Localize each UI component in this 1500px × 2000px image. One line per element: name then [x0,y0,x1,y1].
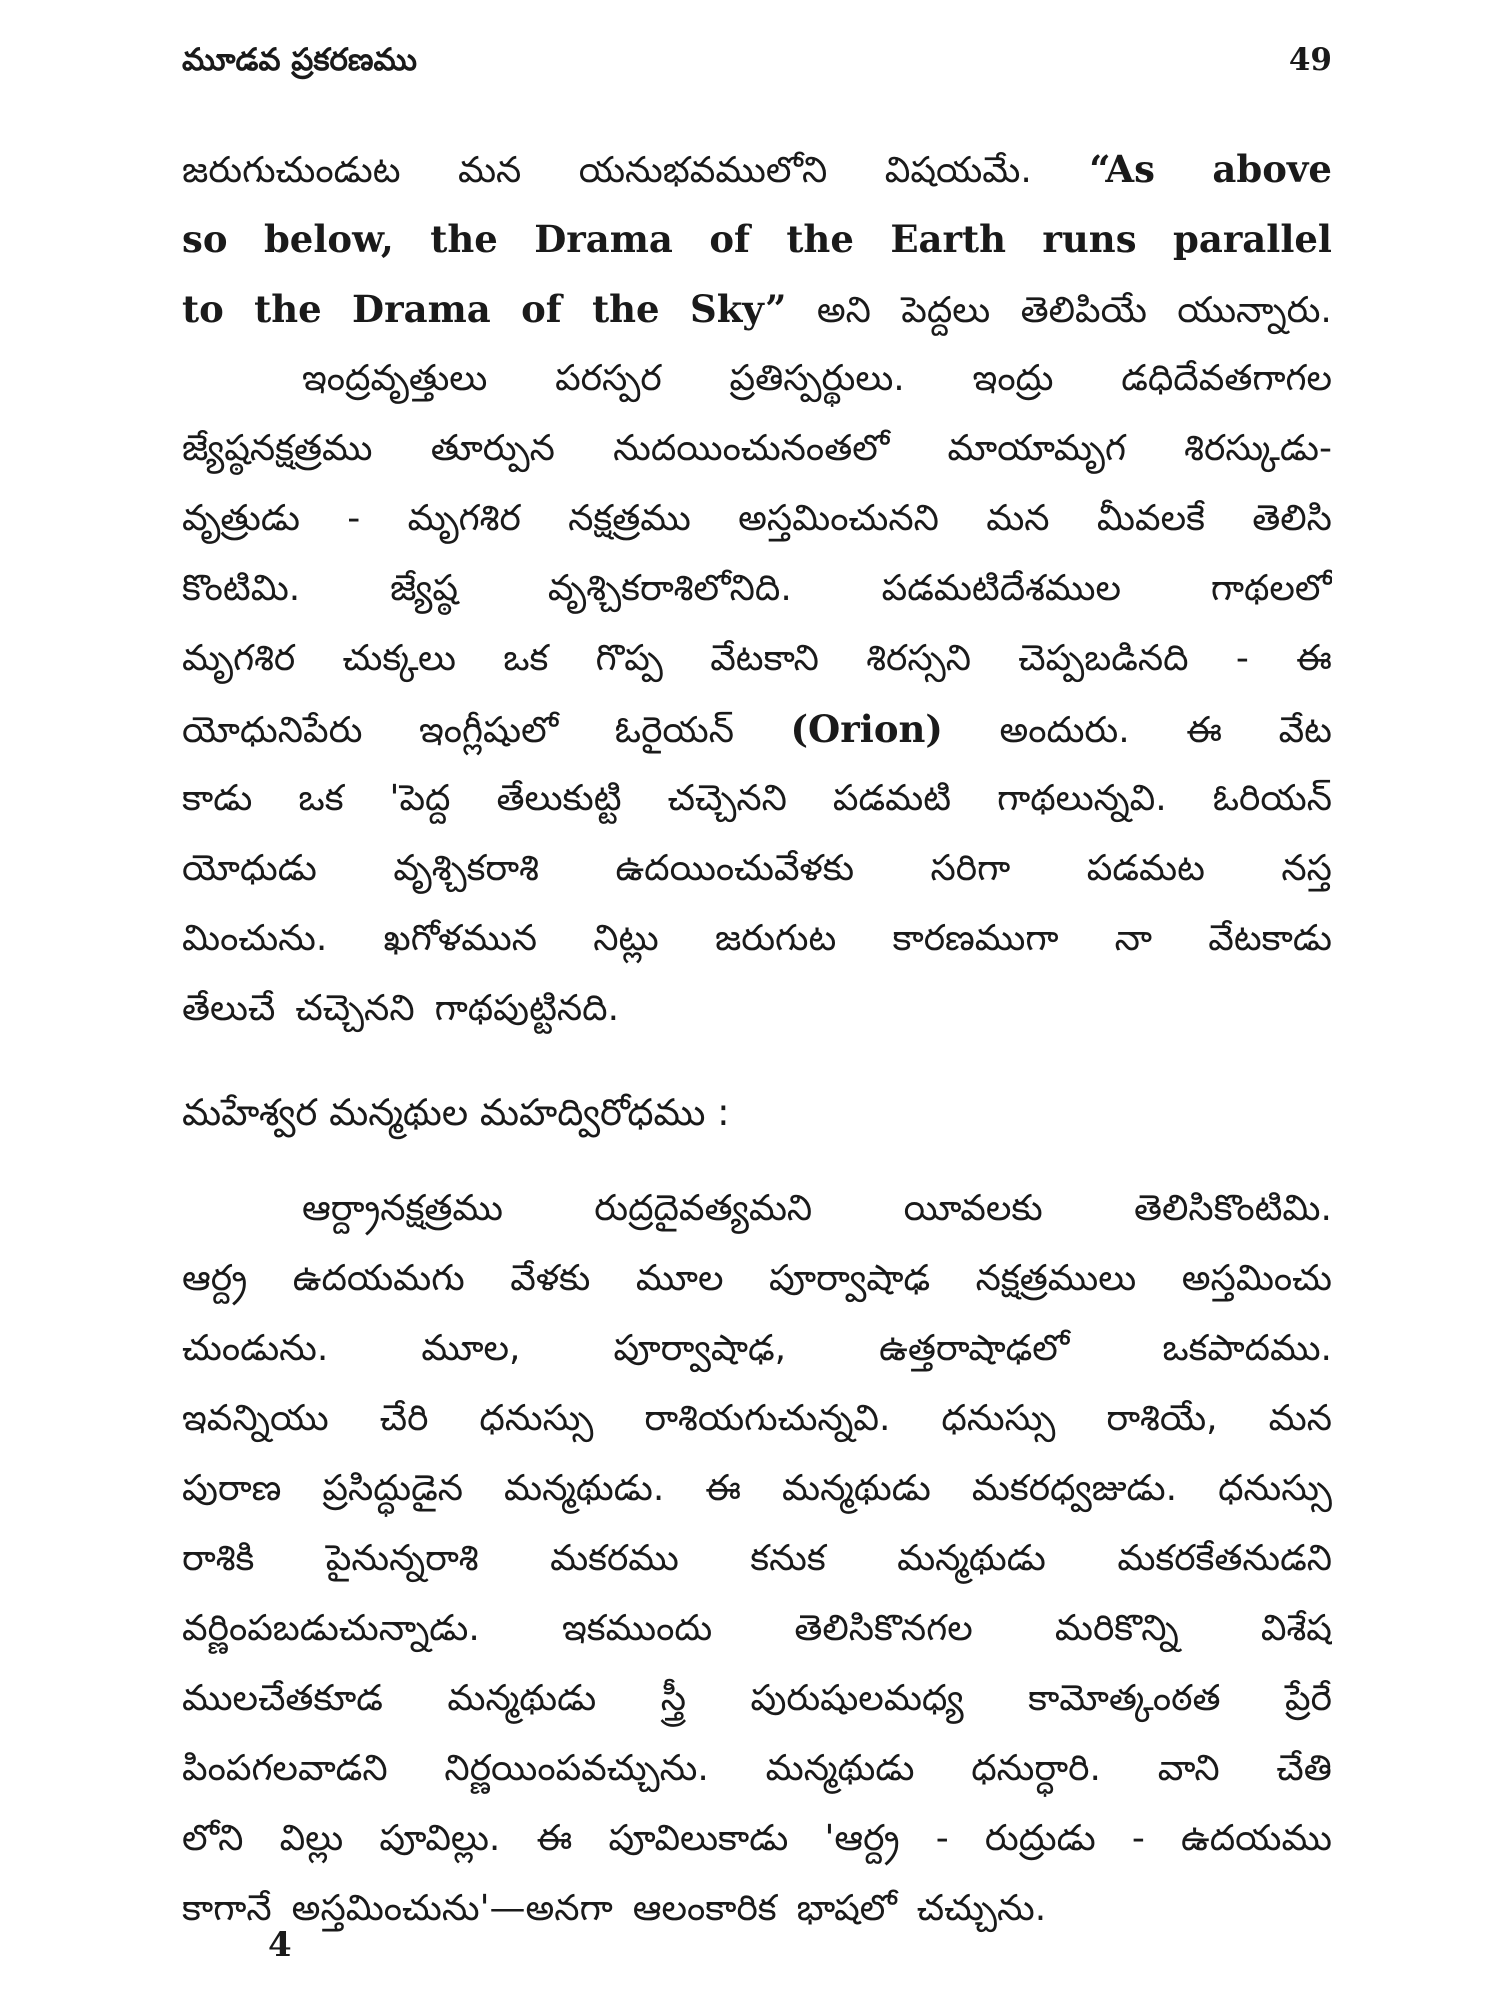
word: ప్రసిద్ధుడైన [322,1468,464,1509]
word: ప్రతిస్పర్థులు. [729,358,905,399]
text-line [182,1804,1332,1874]
word: రుద్రుడు [984,1818,1096,1859]
word: లోని [182,1818,244,1859]
word: మన్మథుడు [765,1748,915,1789]
word: (Orion) [790,707,943,751]
word: మన [986,498,1050,539]
text-line [182,1874,1332,1944]
word: of [521,287,562,331]
text-line [182,1384,1332,1454]
word: ప్రేరే [1285,1678,1332,1719]
word: ఖగోళమున [383,918,538,959]
word: సరిగా [930,848,1011,889]
word: జరుగుట [714,918,837,959]
word: ఉదయమగు [292,1258,465,1299]
word: చచ్చెనని [667,778,787,819]
word: above [1212,147,1332,191]
word: నా [1114,918,1153,959]
word: తెలిసికొంటిమి. [1134,1188,1332,1229]
word: డధిదేవతగాగల [1121,358,1332,399]
page-body [182,134,1332,1944]
word: the [254,287,322,331]
section-heading: మహేశ్వర మన్మథుల మహద్విరోధము : [182,1091,730,1134]
text-line [182,274,1332,344]
word: ములచేతకూడ [182,1678,383,1719]
signature-mark: 4 [268,1925,292,1965]
word: Drama [352,287,491,331]
word: తూర్పున [430,428,555,469]
word: నుదయించునంతలో [613,428,890,469]
word: శిరస్సని [866,638,971,679]
word: పడమటిదేశముల [881,568,1121,609]
word: చేతి [1276,1748,1332,1789]
word: ధనుస్సు [479,1398,594,1439]
word: ఉదయము [1181,1818,1332,1859]
word: గొప్ప [595,638,663,679]
word: ఇంద్రు [972,358,1054,399]
word: గాథపుట్టినది. [434,988,620,1029]
word: మన్మథుడు [782,1468,931,1509]
word: చచ్చును. [916,1888,1047,1929]
word: కామోత్కంఠత [1028,1678,1221,1719]
word: మృగశిర [407,498,521,539]
word: ఈ [1296,638,1332,679]
word: - [1131,1818,1145,1859]
word: ధనుర్ధారి. [971,1748,1101,1789]
word: తేలుచే [182,988,276,1029]
word: వేటకాని [710,638,819,679]
word: parallel [1172,217,1332,261]
word: నక్షత్రము [568,498,691,539]
word: 'పెద్ద [389,778,451,819]
word: అస్తమించును'—అనగా [291,1888,613,1929]
word: జ్యేష్ఠ [390,568,458,609]
word: పెద్దలు [901,290,991,331]
word: ధనుస్సు [941,1398,1056,1439]
word: ఇకముందు [561,1608,713,1649]
word: - [935,1818,949,1859]
word: వాని [1157,1748,1220,1789]
word: ఈ [705,1468,742,1509]
word: రాశికి [182,1538,255,1579]
word: ధనుస్సు [1218,1468,1332,1509]
word: “As [1089,147,1155,191]
word: భాషలో [796,1888,897,1929]
word: కాగానే [182,1888,272,1929]
word: పింపగలవాడని [182,1748,388,1789]
text-line [182,834,1332,904]
word: గాథలలో [1210,568,1332,609]
word: పూవిలుకాడు [608,1818,789,1859]
word: మూల, [421,1328,521,1369]
word: - [347,498,361,539]
word: గాథలున్నవి. [997,778,1167,819]
word: ఈ [536,1818,573,1859]
text-line [182,484,1332,554]
word: Earth [890,217,1006,261]
text-line [182,1594,1332,1664]
word: జ్యేష్ఠనక్షత్రము [182,428,373,469]
word: మూల [635,1258,724,1299]
word: మన్మథుడు [897,1538,1046,1579]
running-head [182,40,1332,80]
word: ఇంద్రవృత్తులు [302,358,488,399]
text-line [182,624,1332,694]
word: ఒక [503,638,549,679]
heading-spacer [182,1148,1332,1174]
word: స్త్రీ [660,1678,686,1719]
word: రాశియే, [1106,1398,1218,1439]
word: మకరకేతనుడని [1117,1538,1332,1579]
word: ఉదయించువేళకు [615,848,855,889]
word: మన్మథుడు [447,1678,597,1719]
word: అందురు. [999,710,1130,751]
word: ఆర్ద్ర [182,1258,248,1299]
word: నిర్ణయింపవచ్చును. [444,1748,709,1789]
word: the [430,217,498,261]
text-line [182,134,1332,204]
word: అని [816,290,871,331]
word: వేట [1278,710,1332,751]
word: మాయామృగ [947,428,1126,469]
word: అస్తమించునని [738,498,939,539]
word: అస్తమించు [1181,1258,1332,1299]
text-line [182,1244,1332,1314]
word: యోధుడు [182,848,317,889]
word: మకరము [550,1538,679,1579]
word: 'ఆర్ద్ర [824,1818,900,1859]
word: విల్లు [279,1818,344,1859]
word: మన [457,150,522,191]
word: పూర్వాషాఢ [769,1258,931,1299]
word: రాశియగుచున్నవి. [644,1398,891,1439]
word: వర్ణింపబడుచున్నాడు. [182,1608,480,1649]
word: పైనున్నరాశి [325,1538,479,1579]
text-line [182,974,1332,1044]
word: శిరస్కుడు- [1184,428,1332,469]
word: to [182,287,224,331]
word: పురుషులమధ్య [750,1678,964,1719]
word: of [709,217,750,261]
text-line [182,1664,1332,1734]
text-line [182,344,1332,414]
word: ఆలంకారిక [632,1888,777,1929]
word: ఒకపాదము. [1162,1328,1332,1369]
word: చుక్కలు [342,638,456,679]
word: runs [1042,217,1137,261]
word: Drama [534,217,673,261]
word: పూవిల్లు. [379,1818,501,1859]
word: చచ్చెనని [295,988,415,1029]
word: పరస్పర [555,358,662,399]
word: వృశ్చికరాశి [393,848,539,889]
word: నిట్లు [593,918,659,959]
word: చెప్పబడినది [1018,638,1189,679]
word: తేలుకుట్టి [496,778,622,819]
word: వేటకాడు [1208,918,1332,959]
word: ఆర్ద్రానక్షత్రము [302,1188,503,1229]
word: మన్మథుడు. [504,1468,665,1509]
word: మన [1268,1398,1332,1439]
paragraph-block-1 [182,134,1332,1044]
word: విశేష [1260,1608,1332,1649]
word: తెలిపియే [1020,290,1147,331]
word: వృత్రుడు [182,498,300,539]
word: ఓరియన్ [1212,778,1332,819]
word: నక్షత్రములు [975,1258,1137,1299]
word: మృగశిర [182,638,296,679]
word: వృశ్చికరాశిలోనిది. [547,568,792,609]
text-line [182,1174,1332,1244]
word: చుండును. [182,1328,329,1369]
word: విషయమే. [884,150,1032,191]
word: యున్నారు. [1177,290,1332,331]
text-line [182,554,1332,624]
text-line [182,1454,1332,1524]
word: the [592,287,660,331]
text-line [182,904,1332,974]
word: మకరధ్వజుడు. [971,1468,1178,1509]
word: పురాణ [182,1468,282,1509]
word: వేళకు [510,1258,591,1299]
word: below, [263,217,394,261]
word: మీవలకే [1096,498,1205,539]
word: తెలిసి [1252,498,1332,539]
word: ఇవన్నియు [182,1398,329,1439]
word: కారణముగా [892,918,1059,959]
chapter-title: మూడవ ప్రకరణము [182,42,418,78]
word: చేరి [379,1398,429,1439]
word: యీవలకు [903,1188,1043,1229]
word: జరుగుచుండుట [182,150,401,191]
word: మించును. [182,918,328,959]
word: పూర్వాషాఢ, [613,1328,787,1369]
word: ఉత్తరాషాఢలో [879,1328,1070,1369]
word: మరికొన్ని [1054,1608,1179,1649]
word: కాడు [182,778,253,819]
text-line [182,694,1332,764]
text-line [182,1734,1332,1804]
paragraph-block-2 [182,1174,1332,1944]
word: కొంటిమి. [182,568,301,609]
text-line [182,1524,1332,1594]
word: ఒక [298,778,344,819]
word: యనుభవములోని [578,150,828,191]
word: so [182,217,228,261]
word: నస్త [1281,848,1332,889]
word: - [1235,638,1249,679]
text-line [182,204,1332,274]
word: పడమట [1086,848,1205,889]
word: యోధునిపేరు [182,710,363,751]
word: రుద్రదైవత్యమని [594,1188,813,1229]
text-line [182,1314,1332,1384]
word: ఈ [1186,710,1223,751]
section-heading-block [182,1078,1332,1148]
word: the [786,217,854,261]
word: పడమటి [832,778,952,819]
page-number: 49 [1288,42,1332,78]
text-line [182,764,1332,834]
word: Sky” [689,287,787,331]
word: ఓరైయన్ [614,710,734,751]
text-line [182,414,1332,484]
word: ఇంగ్లీషులో [418,710,559,751]
word: కనుక [750,1538,826,1579]
word: తెలిసికొనగల [794,1608,973,1649]
